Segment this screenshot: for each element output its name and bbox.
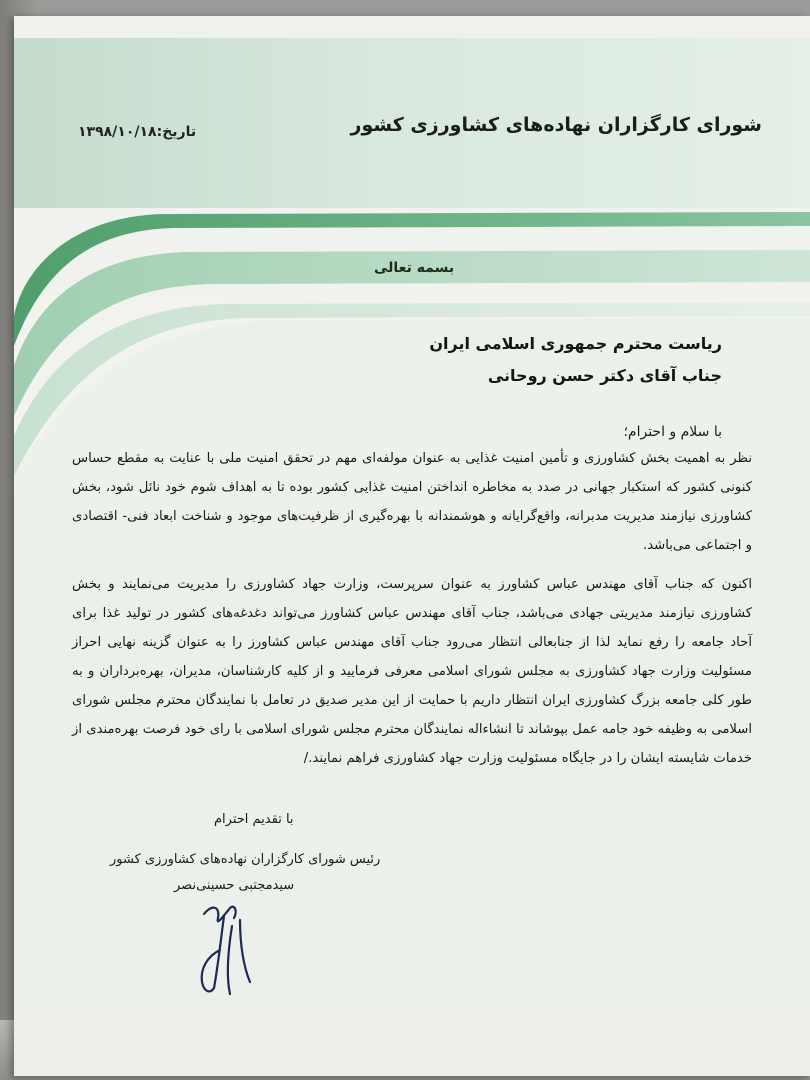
signatory-name: سیدمجتبی حسینی‌نصر (174, 878, 295, 893)
addressee-line-2: جناب آقای دکتر حسن روحانی (487, 366, 722, 385)
closing-regards: با تقدیم احترام (214, 812, 294, 827)
basmala-heading: بسمه تعالی (374, 260, 455, 276)
letter-sheet (14, 16, 810, 1076)
salutation: با سلام و احترام؛ (623, 424, 722, 440)
letter-date: تاریخ:۱۳۹۸/۱۰/۱۸ (78, 124, 197, 140)
organization-title: شورای کارگزاران نهاده‌های کشاورزی کشور (350, 114, 762, 136)
handwritten-signature (174, 896, 284, 1006)
body-paragraph-1: نظر به اهمیت بخش کشاورزی و تأمین امنیت غذایی به عنوان مولفه‌ای مهم در تحقق امنیت ملی با عنایت به مقطع حساس کنونی کشور که استکبار جهانی در صدد به مخاطره انداختن امنیت غذایی کشور بوده تا به اهداف شوم خود نائل شود، بخش کشاورزی نیازمند مدیریت مدبرانه، واقع‌گرایانه و هوشمندانه با بهره‌گیری از ظرفیت‌های موجود و شناخت ابعاد فنی- اقتصادی و اجتماعی می‌باشد. (72, 451, 752, 553)
addressee-line-1: ریاست محترم جمهوری اسلامی ایران (429, 334, 722, 353)
signatory-title: رئیس شورای کارگزاران نهاده‌های کشاورزی کشور (110, 852, 381, 867)
body-paragraph-2: اکنون که جناب آقای مهندس عباس کشاورز به عنوان سرپرست، وزارت جهاد کشاورزی را مدیریت می‌نمایند و بخش کشاورزی نیازمند مدیریتی جهادی می‌باشد، جناب آقای مهندس عباس کشاورز می‌تواند دغدغه‌های کشور در تولید غذا برای آحاد جامعه را رفع نماید لذا از جنابعالی انتظار می‌رود جناب آقای مهندس عباس کشاورز را به عنوان گزینه نهایی احراز مسئولیت وزارت جهاد کشاورزی به مجلس شورای اسلامی معرفی فرمایید و از کلیه کارشناسان، مدیران، بهره‌برداران و به طور کلی جامعه بزرگ کشاورزی ایران انتظار داریم با حمایت از این مدیر صدیق در تعامل با نمایندگان محترم مجلس شورای اسلامی به وظیفه خود جامه عمل بپوشاند تا انشاءاله نمایندگان محترم مجلس شورای اسلامی با رای خود فرصت بهره‌مندی از خدمات شایسته ایشان را در جایگاه مسئولیت وزارت جهاد کشاورزی فراهم نمایند./ (72, 577, 752, 766)
